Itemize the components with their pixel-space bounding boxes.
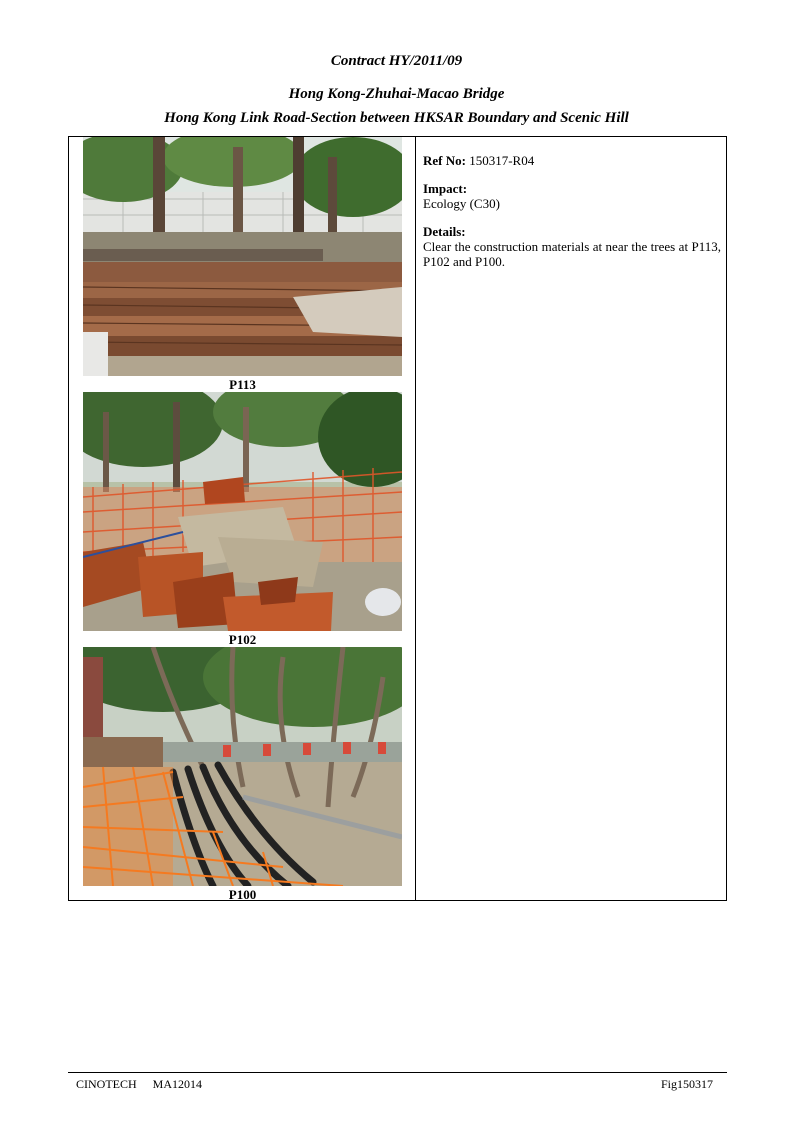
contract-title: Contract HY/2011/09 [330,53,463,69]
footer-company: CINOTECH [76,1077,137,1091]
info-panel [423,153,721,282]
footer-rule [68,1072,727,1073]
project-title: Hong Kong-Zhuhai-Macao Bridge [288,86,505,102]
details-label: Details: [423,224,466,239]
ref-label: Ref No: [423,153,466,168]
footer-fig: Fig150317 [660,1077,713,1091]
impact-block [423,181,721,211]
column-divider [415,137,416,900]
details-block [423,224,721,269]
ref-block [423,153,721,168]
impact-label: Impact: [423,181,468,196]
impact-value: Ecology (C30) [423,196,500,211]
site-photo-p113 [83,137,402,376]
site-photo-p102 [83,392,402,631]
photo-caption-p113: P113 [229,377,256,392]
report-table [68,136,727,901]
photo-caption-p102: P102 [228,632,257,647]
section-title: Hong Kong Link Road-Section between HKSAR Boundary and Scenic Hill [164,110,629,126]
ref-value: 150317-R04 [469,153,535,168]
footer-left [76,1077,218,1092]
photo-caption-p100: P100 [228,887,257,902]
details-value: Clear the construction materials at near the trees at P113, P102 and P100. [423,239,721,269]
site-photo-p100 [83,647,402,886]
footer-code: MA12014 [152,1077,203,1091]
